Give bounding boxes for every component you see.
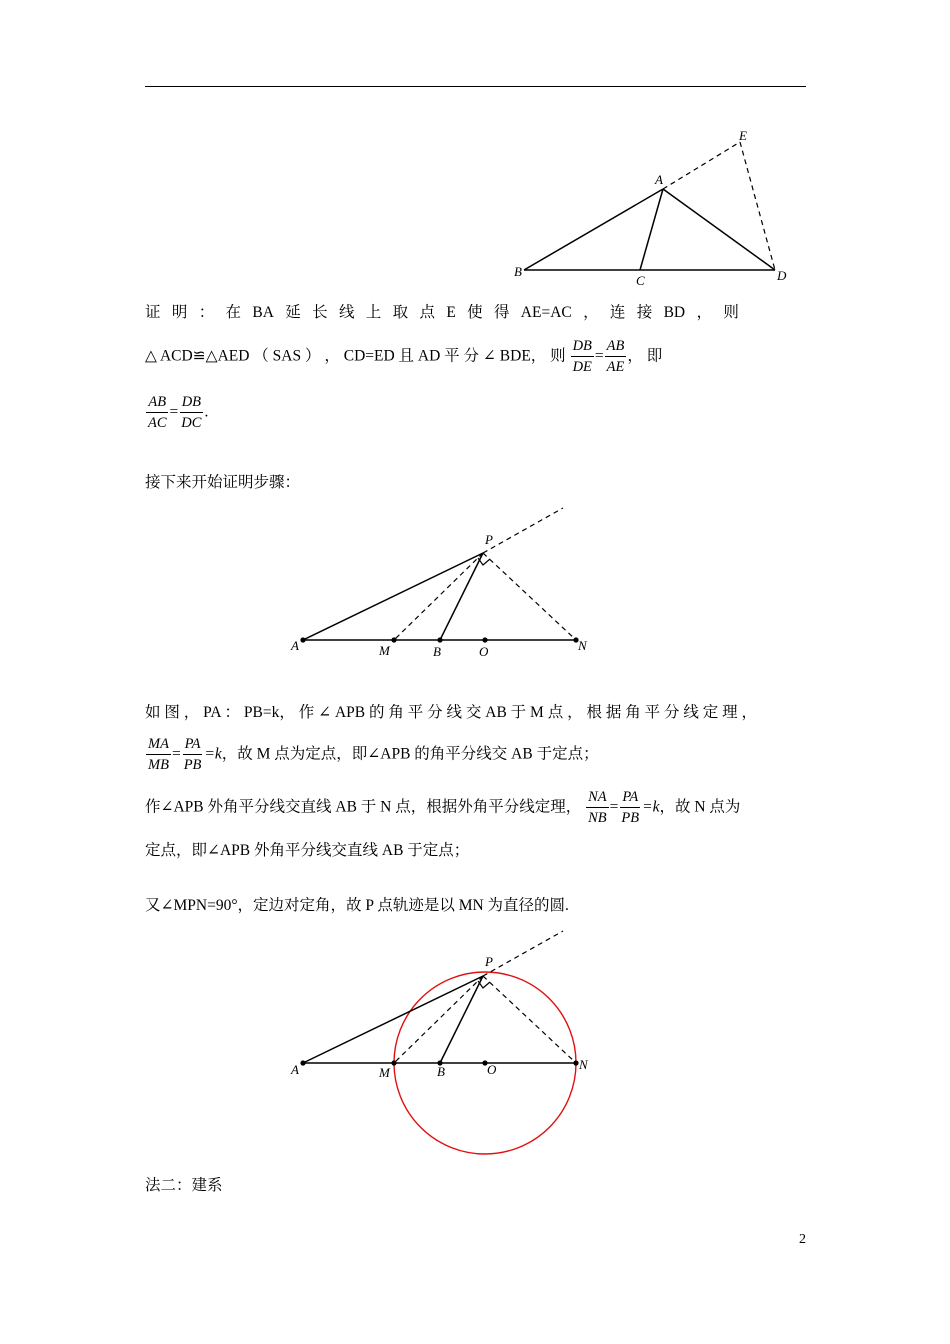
- label-m: M: [379, 1065, 390, 1080]
- label-a: A: [655, 172, 663, 187]
- label-b: B: [433, 644, 441, 659]
- fraction-ab-ae: $\frac{AB}{AE}$: [606, 338, 625, 375]
- label-b: B: [514, 264, 522, 279]
- proof2-line2: $\frac{MA}{MB}$ = $\frac{PA}{PB}$ =k，故 M 点为定点，即∠APB 的角平分线交 AB 于定点；: [148, 736, 599, 773]
- label-p: P: [485, 954, 493, 969]
- label-p: P: [485, 532, 493, 547]
- fraction-pa-pb-2: $\frac{PA}{PB}$: [621, 789, 640, 826]
- label-a: A: [291, 638, 299, 653]
- fraction-db-de: $\frac{DB}{DE}$: [572, 338, 592, 375]
- page-number: 2: [799, 1232, 806, 1247]
- label-e: E: [739, 128, 747, 143]
- proof1-line2: △ ACD≌△AED （ SAS ） ， CD=ED 且 AD 平 分 ∠ BDE， 则 $\frac{DB}{DE}$ = $\frac{AB}{AE}$ ， 即: [145, 338, 663, 375]
- label-o: O: [479, 644, 489, 659]
- proof2-line3: 作∠APB 外角平分线交直线 AB 于 N 点，根据外角平分线定理， $\frac{NA}{NB}$ = $\frac{PA}{PB}$ =k，故 N 点为: [145, 789, 741, 826]
- method2-heading: 法二：建系: [145, 1177, 223, 1194]
- proof1-line1: 证 明 ： 在 BA 延 长 线 上 取 点 E 使 得 AE=AC ， 连 接 BD ， 则: [145, 304, 739, 321]
- proof2-line1: 如 图 ， PA ： PB=k， 作 ∠ APB 的 角 平 分 线 交 AB 于 M 点 ， 根 据 角 平 分 线 定 理 ，: [145, 704, 757, 721]
- proof2-line4: 定点，即∠APB 外角平分线交直线 AB 于定点；: [145, 842, 470, 859]
- header-rule: [145, 86, 806, 87]
- label-n: N: [578, 638, 587, 653]
- fraction-ab-ac: $\frac{AB}{AC}$: [148, 394, 167, 431]
- fraction-na-nb: $\frac{NA}{NB}$: [588, 789, 607, 826]
- intro-text: 接下来开始证明步骤：: [145, 474, 301, 491]
- fraction-pa-pb: $\frac{PA}{PB}$: [183, 736, 202, 773]
- label-m: M: [379, 643, 390, 658]
- label-b: B: [437, 1064, 445, 1079]
- label-c: C: [636, 273, 645, 288]
- fraction-db-dc: $\frac{DB}{DC}$: [181, 394, 202, 431]
- proof2-line5: 又∠MPN=90°，定边对定角，故 P 点轨迹是以 MN 为直径的圆.: [145, 897, 569, 914]
- label-n: N: [579, 1057, 588, 1072]
- figure-angle-bisector: [285, 500, 595, 665]
- label-o: O: [487, 1062, 497, 1077]
- label-a: A: [291, 1062, 299, 1077]
- figure-triangle-abd: [500, 120, 810, 295]
- fraction-ma-mb: $\frac{MA}{MB}$: [148, 736, 169, 773]
- figure-apollonius-circle: [285, 925, 595, 1160]
- label-d: D: [777, 268, 787, 283]
- proof1-line3: $\frac{AB}{AC}$ = $\frac{DB}{DC}$ .: [148, 394, 209, 431]
